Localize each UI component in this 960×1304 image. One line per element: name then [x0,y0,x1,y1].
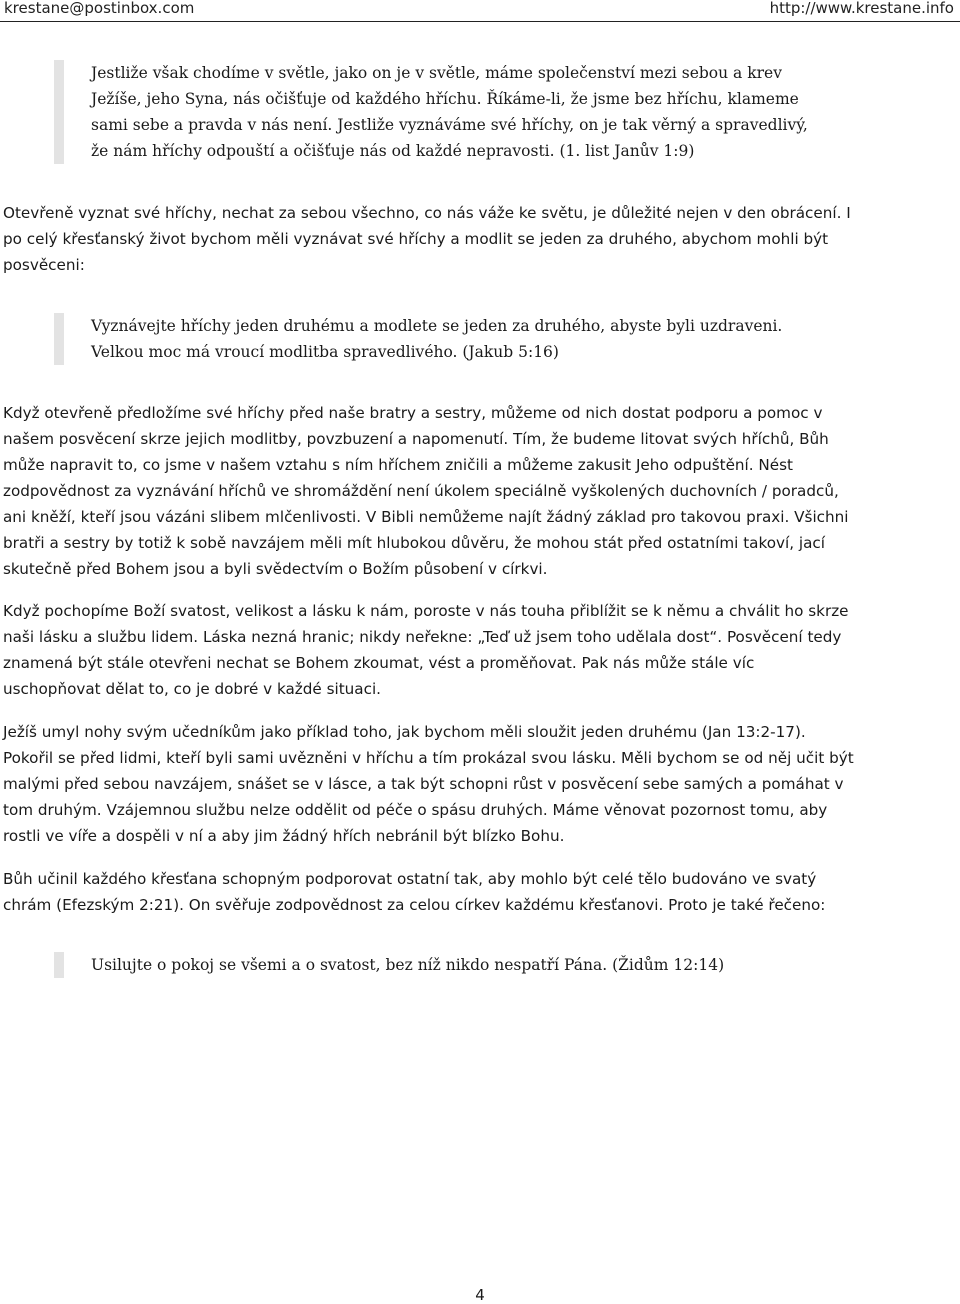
bible-quote-hebrews [54,952,934,978]
paragraph-line: zodpovědnost za vyznávání hříchů ve shromáždění není úkolem speciálně vyškolených duchovních / poradců, [3,482,839,500]
paragraph-line: bratři a sestry by totiž k sobě navzájem měli mít hlubokou důvěru, že mohou stát před ostatními takoví, jací [3,534,825,552]
paragraph-holiness [3,598,957,702]
paragraph-line: po celý křesťanský život bychom měli vyznávat své hříchy a modlit se jeden za druhého, abychom mohli být [3,230,829,248]
paragraph-line: skutečně před Bohem jsou a byli svědectvím o Božím působení v církvi. [3,560,548,578]
paragraph-line: posvěceni: [3,256,85,274]
header-email: krestane@postinbox.com [4,0,195,17]
paragraph-line: Ježíš umyl nohy svým učedníkům jako příklad toho, jak bychom měli sloužit jeden druhému (Jan 13:2-17). [3,723,806,741]
quote-line: Usilujte o pokoj se všemi a o svatost, bez níž nikdo nespatří Pána. (Židům 12:14) [91,956,725,974]
page-number: 4 [475,1286,485,1304]
paragraph-line: Pokořil se před lidmi, kteří byli sami uvězněni v hříchu a tím prokázal svou lásku. Měli bychom se od něj učit být [3,749,854,767]
paragraph-line: chrám (Efezským 2:21). On svěřuje zodpovědnost za celou církev každému křesťanovi. Proto je také řečeno: [3,896,826,914]
paragraph-confession [3,200,957,278]
paragraph-service [3,719,957,849]
paragraph-line: Když otevřeně předložíme své hříchy před naše bratry a sestry, můžeme od nich dostat podporu a pomoc v [3,404,823,422]
paragraph-line: Otevřeně vyznat své hříchy, nechat za sebou všechno, co nás váže ke světu, je důležité nejen v den obrácení. I [3,204,851,222]
quote-line: Velkou moc má vroucí modlitba spravedlivého. (Jakub 5:16) [91,343,559,361]
quote-line: Jestliže však chodíme v světle, jako on je v světle, máme společenství mezi sebou a krev [91,64,782,82]
paragraph-line: Bůh učinil každého křesťana schopným podporovat ostatní tak, aby mohlo být celé tělo budováno ve svatý [3,870,817,888]
quote-line: že nám hříchy odpouští a očišťuje nás od každé nepravosti. (1. list Janův 1:9) [91,142,695,160]
paragraph-line: tom druhým. Vzájemnou službu nelze oddělit od péče o spásu druhých. Máme věnovat pozornost tomu, aby [3,801,828,819]
paragraph-line: naši lásku a službu lidem. Láska nezná hranic; nikdy neřekne: „Teď už jsem toho udělala dost“. Posvěcení tedy [3,628,842,646]
quote-line: Ježíše, jeho Syna, nás očišťuje od každého hříchu. Říkáme-li, že jsme bez hříchu, klameme [91,90,799,108]
header-website: http://www.krestane.info [769,0,954,17]
page-header [0,0,960,22]
paragraph-line: může napravit to, co jsme v našem vztahu s ním hříchem zničili a můžeme zakusit Jeho odpuštění. Nést [3,456,794,474]
paragraph-line: rostli ve víře a dospěli v ní a aby jim žádný hřích nebránil být blízko Bohu. [3,827,565,845]
paragraph-line: uschopňovat dělat to, co je dobré v každé situaci. [3,680,382,698]
paragraph-sanctification [3,400,957,582]
bible-quote-james [54,313,934,365]
quote-line: Vyznávejte hříchy jeden druhému a modlete se jeden za druhého, abyste byli uzdraveni. [91,317,783,335]
paragraph-line: našem posvěcení skrze jejich modlitby, povzbuzení a napomenutí. Tím, že budeme litovat svých hříchů, Bůh [3,430,829,448]
paragraph-line: ani kněží, kteří jsou vázáni slibem mlčenlivosti. V Bibli nemůžeme najít žádný základ pro takovou praxi. Všichni [3,508,849,526]
paragraph-line: znamená být stále otevřeni nechat se Bohem zkoumat, vést a proměňovat. Pak nás může stále víc [3,654,755,672]
paragraph-church-body [3,866,957,918]
paragraph-line: Když pochopíme Boží svatost, velikost a lásku k nám, poroste v nás touha přiblížit se k němu a chválit ho skrze [3,602,849,620]
bible-quote-1john [54,60,934,164]
quote-line: sami sebe a pravda v nás není. Jestliže vyznáváme své hříchy, on je tak věrný a spravedlivý, [91,116,808,134]
paragraph-line: malými před sebou navzájem, snášet se v lásce, a tak být schopni růst v posvěcení sebe samých a pomáhat v [3,775,844,793]
